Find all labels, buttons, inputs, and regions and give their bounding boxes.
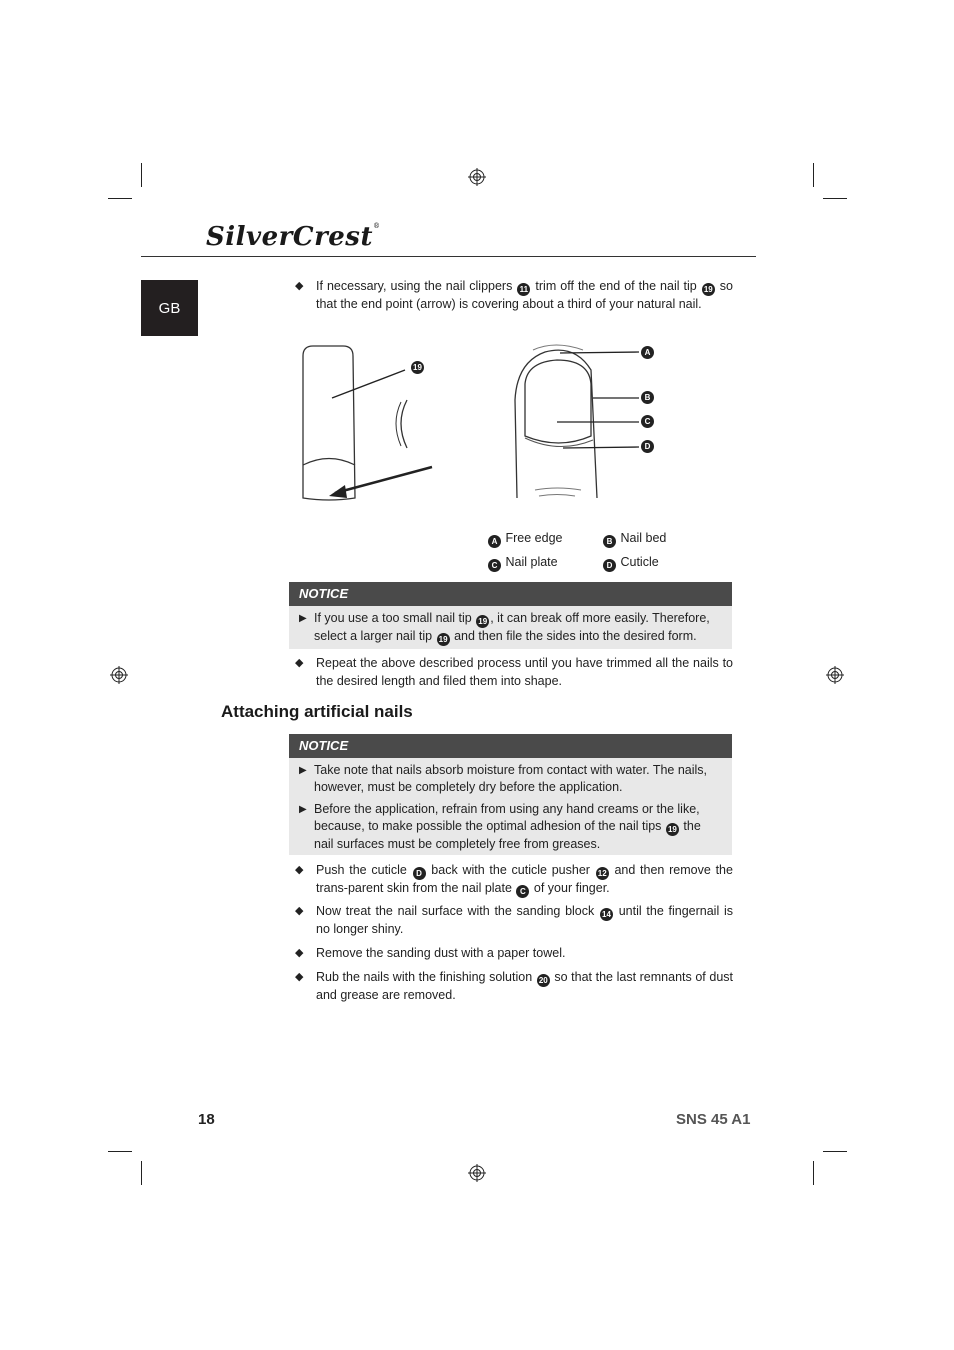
step-bullet: ◆ Rub the nails with the finishing solution 20 so that the last remnants of dust and grease are removed. <box>295 970 733 1002</box>
ref-number: 11 <box>517 283 530 296</box>
notice-item: ▶ If you use a too small nail tip 19 , it can break off more easily. Therefore, select a larger nail tip 19 and then file the sides into the desired form. <box>299 611 710 644</box>
legend-item: A Free edge <box>487 531 562 548</box>
diamond-bullet-icon: ◆ <box>295 971 304 983</box>
page-number: 18 <box>198 1111 215 1128</box>
intro-bullet: ◆ If necessary, using the nail clippers 11 trim off the end of the nail tip 19 so that the end point (arrow) is covering about a third of your natural nail. <box>295 279 733 311</box>
crop-mark <box>141 163 142 187</box>
model-number: SNS 45 A1 <box>676 1111 751 1128</box>
arrow-bullet-icon: ▶ <box>299 613 307 624</box>
notice-heading: NOTICE <box>289 734 732 758</box>
crop-mark <box>823 198 847 199</box>
callout-b: B <box>641 391 654 404</box>
notice-item: ▶ Before the application, refrain from using any hand creams or the like, because, to make possible the optimal adhesion of the nail tips 19 the nail surfaces must be completely free from greases. <box>299 802 701 851</box>
registration-mark-icon <box>468 168 486 186</box>
legend-item: D Cuticle <box>602 555 659 572</box>
crop-mark <box>813 1161 814 1185</box>
step-bullet: ◆ Remove the sanding dust with a paper towel. <box>295 945 733 963</box>
arrow-bullet-icon: ▶ <box>299 804 307 815</box>
notice-item: ▶ Take note that nails absorb moisture from contact with water. The nails, however, must be completely dry before the application. <box>299 763 708 794</box>
header-rule <box>141 256 756 257</box>
finger-nail-illustration <box>505 340 645 505</box>
repeat-bullet: ◆ Repeat the above described process until you have trimmed all the nails to the desired length and filed them into shape. <box>295 656 733 688</box>
ref-number: 19 <box>702 283 715 296</box>
crop-mark <box>823 1151 847 1152</box>
callout-d: D <box>641 440 654 453</box>
registration-mark-icon <box>826 666 844 684</box>
arrow-bullet-icon: ▶ <box>299 765 307 776</box>
crop-mark <box>813 163 814 187</box>
callout-c: C <box>641 415 654 428</box>
legend-item: B Nail bed <box>602 531 666 548</box>
crop-mark <box>108 1151 132 1152</box>
diamond-bullet-icon: ◆ <box>295 280 304 292</box>
ref-number: 19 <box>411 361 424 374</box>
registration-mark-icon <box>110 666 128 684</box>
notice-heading: NOTICE <box>289 582 732 606</box>
diamond-bullet-icon: ◆ <box>295 947 304 959</box>
legend-item: C Nail plate <box>487 555 558 572</box>
diamond-bullet-icon: ◆ <box>295 657 304 669</box>
brand-logo: SilverCrest® <box>206 222 381 252</box>
notice-body <box>289 606 732 649</box>
step-bullet: ◆ Push the cuticle D back with the cuticle pusher 12 and then remove the trans-parent skin from the nail plate C of your finger. <box>295 863 733 896</box>
section-title: Attaching artificial nails <box>221 702 413 721</box>
diamond-bullet-icon: ◆ <box>295 864 304 876</box>
diamond-bullet-icon: ◆ <box>295 905 304 917</box>
step-bullet: ◆ Now treat the nail surface with the sanding block 14 until the fingernail is no longer shiny. <box>295 904 733 936</box>
notice-body <box>289 758 732 855</box>
registration-mark-icon <box>468 1164 486 1182</box>
language-tab: GB <box>141 280 198 336</box>
callout-a: A <box>641 346 654 359</box>
crop-mark <box>141 1161 142 1185</box>
crop-mark <box>108 198 132 199</box>
